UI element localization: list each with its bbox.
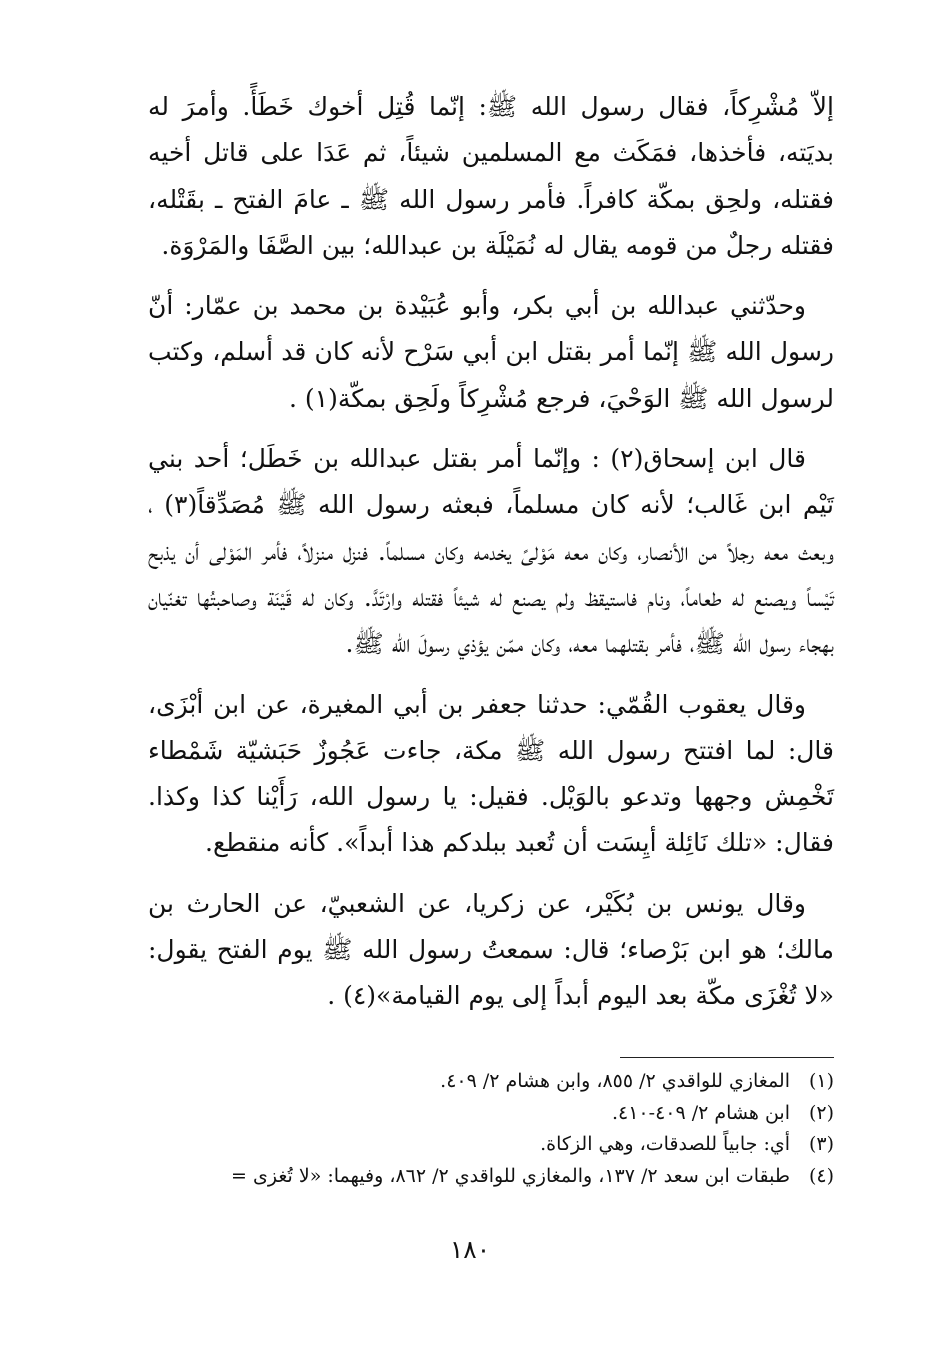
paragraph: قال ابن إسحاق(٢) : وإنّما أمر بقتل عبدالله بن خَطَل؛ أحد بني تَيْم ابن غَالب؛ لأنه كان مسلماً، فبعثه رسول الله ﷺ مُصَدِّقاً(٣) ، وبعث معه رجلاً من الأنصار، وكان معه مَوْلىً يخدمه وكان مسلماً. فنزل منزلاً، فأمر المَوْلى أن يذبح تَيْساً ويصنع له طعاماً، ونام فاستيقظ ولم يصنع له شيئاً فقتله وارْتَدَّ. وكان له قَيْنَة وصاحبتُها تغنّيان بهجاء رسول الله ﷺ، فأمر بقتلهما معه، وكان ممّن يؤذي رسولَ الله ﷺ. xyxy=(148,444,834,659)
footnote-divider xyxy=(620,1057,834,1058)
paragraph: وقال يونس بن بُكَيْر، عن زكريا، عن الشعبيّ، عن الحارث بن مالك؛ هو ابن بَرْصاء؛ قال: سمعتُ رسول الله ﷺ يوم الفتح يقول: «لا تُغْزَى مكّة بعد اليوم أبداً إلى يوم القيامة»(٤) . xyxy=(148,888,834,1011)
paragraph: وحدّثني عبدالله بن أبي بكر، وأبو عُبَيْدة بن محمد بن عمّار: أنّ رسول الله ﷺ إنّما أمر بقتل ابن أبي سَرْح لأنه كان قد أسلم، وكتب لرسول الله ﷺ الوَحْيَ، فرجع مُشْرِكاً ولَحِق بمكّة(١) . xyxy=(148,291,834,413)
paragraph: وقال يعقوب القُمّي: حدثنا جعفر بن أبي المغيرة، عن ابن أبْزَى، قال: لما افتتح رسول الله ﷺ مكة، جاءت عَجُوزٌ حَبَشيّة شَمْطاء تَخْمِش وجهها وتدعو بالوَيْل. فقيل: يا رسول الله، رَأَيْنا كذا وكذا. فقال: «تلك نَائِلة أيِسَت أن تُعبد ببلدكم هذا أبداً». كأنه منقطع. xyxy=(148,689,834,858)
footnote-text: ابن هشام ٢/ ٤٠٩-٤١٠. xyxy=(611,1101,790,1124)
paragraph: إلاّ مُشْرِكاً، فقال رسول الله ﷺ: إنّما قُتِل أخوك خَطَأً. وأمرَ له بديَته، فأخذها، فمَكَث مع المسلمين شيئاً، ثم عَدَا على قاتل أخيه فقتله، ولحِق بمكّة كافراً. فأمر رسول الله ﷺ ـ عامَ الفتح ـ بقَتْله، فقتله رجلٌ من قومه يقال له نُمَيْلَة بن عبدالله؛ بين الصَّفَا والمَرْوَة. xyxy=(148,92,834,260)
footnote-text: أي: جابياً للصدقات، وهي الزكاة. xyxy=(540,1133,790,1155)
footnote-number: (٣) xyxy=(808,1133,834,1155)
footnote xyxy=(148,1161,834,1193)
footnote xyxy=(148,1066,834,1098)
main-text xyxy=(148,84,834,1034)
footnote xyxy=(148,1098,834,1130)
footnote-number: (٢) xyxy=(808,1101,834,1124)
footnote-number: (١) xyxy=(808,1070,834,1092)
footnote xyxy=(148,1129,834,1161)
footnotes xyxy=(148,1066,834,1192)
footnote-number: (٤) xyxy=(808,1164,834,1187)
page-number: ١٨٠ xyxy=(449,1235,491,1264)
footnote-text: طبقات ابن سعد ٢/ ١٣٧، والمغازي للواقدي ٢/ ٨٦٢، وفيهما: «لا تُغزى = xyxy=(231,1164,790,1187)
footnote-text: المغازي للواقدي ٢/ ٨٥٥، وابن هشام ٢/ ٤٠٩. xyxy=(440,1070,790,1092)
